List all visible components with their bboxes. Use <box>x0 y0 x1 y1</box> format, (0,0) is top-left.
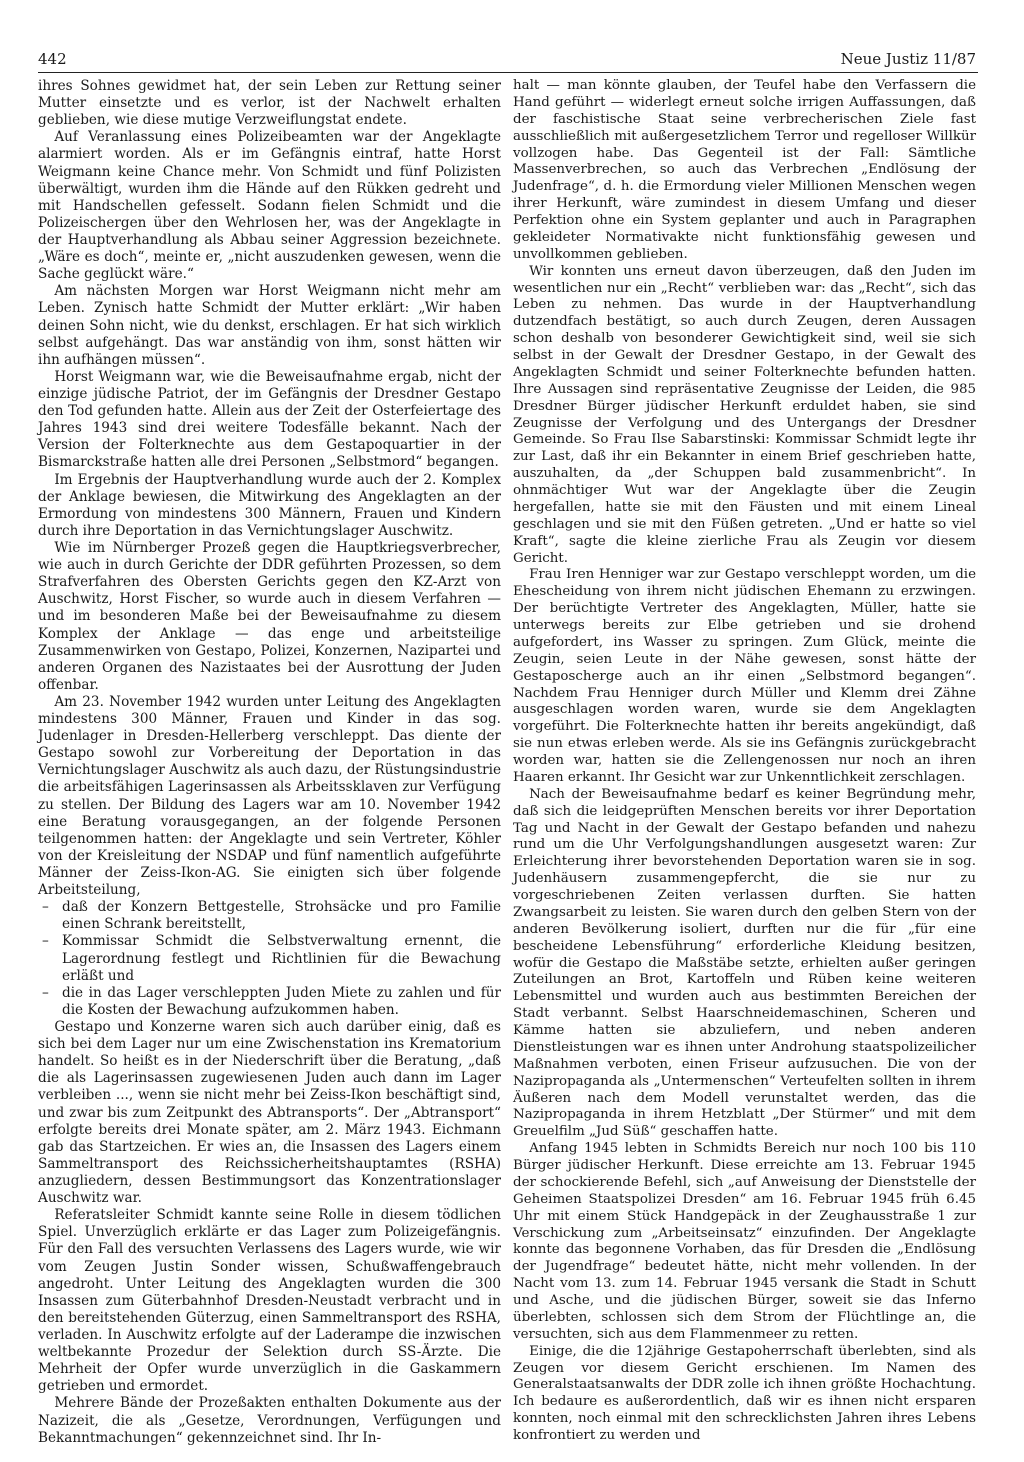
list-item: – Kommissar Schmidt die Selbstverwaltung ernennt, die Lagerordnung festlegt und Richtlinien für die Bewachung erläßt und <box>38 933 501 984</box>
arrangement-list <box>38 899 501 1019</box>
paragraph: Auf Veranlassung eines Polizeibeamten war der Angeklagte alarmiert worden. Als er im Gefängnis eintraf, hatte Horst Weigmann keine Chance mehr. Von Schmidt und fünf Polizisten überwältigt, wurden ihm die Hände auf den Rükken gedreht und mit Handschellen gefesselt. Sodann fielen Schmidt und die Polizeischergen über den Wehrlosen her, was der Angeklagte in der Hauptverhandlung als Abbau seiner Aggression bezeichnete. „Wäre es doch“, meinte er, „nicht auszudenken gewesen, wenn die Sache geglückt wäre.“ <box>38 129 501 283</box>
paragraph: Mehrere Bände der Prozeßakten enthalten Dokumente aus der Nazizeit, die als „Gesetze, Verordnungen, Verfügungen und Bekanntmachungen“ gekennzeichnet sind. Ihr In- <box>38 1395 501 1446</box>
paragraph: Gestapo und Konzerne waren sich auch darüber einig, daß es sich bei dem Lager nur um eine Zwischenstation ins Krematorium handelt. So heißt es in der Niederschrift über die Beratung, „daß die als Lagerinsassen zugewiesenen Juden auch dann im Lager verbleiben ..., wenn sie nicht mehr bei Zeiss-Ikon beschäftigt sind, und zwar bis zum Zeitpunkt des Abtransports“. Der „Abtransport“ erfolgte bereits drei Monate später, am 2. März 1943. Eichmann gab das Startzeichen. Er wies an, die Insassen des Lagers einem Sammeltransport des Reichssicherheitshauptamtes (RSHA) anzugliedern, dessen Bestimmungsort das Konzentrationslager Auschwitz war. <box>38 1019 501 1207</box>
paragraph: Frau Iren Henniger war zur Gestapo verschleppt worden, um die Ehescheidung von ihrem nicht jüdischen Ehemann zu erzwingen. Der berüchtigte Vertreter des Angeklagten, Müller, hatte sie unterwegs bereits zur Elbe getrieben und sie drohend aufgefordert, ins Wasser zu springen. Zum Glück, meinte die Zeugin, seien Leute in der Nähe gewesen, sonst hätte der Gestaposcherge auch an ihr einen „Selbstmord begangen“. Nachdem Frau Henniger durch Müller und Klemm drei Zähne ausgeschlagen worden waren, wurde sie dem Angeklagten vorgeführt. Die Folterknechte hatten ihr bereits angekündigt, daß sie nun etwas erleben werde. Als sie ins Gefängnis zurückgebracht worden war, hatten sie die Zellengenossen nur noch an ihren Haaren erkannt. Ihr Gesicht war zur Unkenntlichkeit zerschlagen. <box>513 567 976 785</box>
list-item: – daß der Konzern Bettgestelle, Strohsäcke und pro Familie einen Schrank bereitstellt, <box>38 899 501 933</box>
right-column <box>513 78 976 1445</box>
paragraph: Referatsleiter Schmidt kannte seine Rolle in diesem tödlichen Spiel. Unverzüglich erklärte er das Lager zum Polizeigefängnis. Für den Fall des versuchten Verlassens des Lagers wurde, wie wir vom Zeugen Justin Sonder wissen, Schußwaffengebrauch angedroht. Unter Leitung des Angeklagten wurden die 300 Insassen zum Güterbahnhof Dresden-Neustadt verbracht und in den bereitstehenden Güterzug, einen Sammeltransport des RSHA, verladen. In Auschwitz erfolgte auf der Laderampe die inzwischen weltbekannte Prozedur der Selektion durch SS-Ärzte. Die Mehrheit der Opfer wurde unverzüglich in die Gaskammern getrieben und ermordet. <box>38 1207 501 1395</box>
paragraph: Einige, die die 12jährige Gestapoherrschaft überlebten, sind als Zeugen vor diesem Gericht erschienen. Im Namen des Generalstaatsanwalts der DDR zolle ich ihnen größte Hochachtung. Ich bedaure es außerordentlich, daß wir es ihnen nicht ersparen konnten, noch einmal mit den schrecklichsten Jahren ihres Lebens konfrontiert zu werden und <box>513 1343 976 1443</box>
header-rule <box>38 72 978 73</box>
list-item: – die in das Lager verschleppten Juden Miete zu zahlen und für die Kosten der Bewachung aufzukommen haben. <box>38 985 501 1019</box>
paragraph: Anfang 1945 lebten in Schmidts Bereich nur noch 100 bis 110 Bürger jüdischer Herkunft. Diese erreichte am 13. Februar 1945 der schockierende Befehl, sich „auf Anweisung der Dienststelle der Geheimen Staatspolizei Dresden“ am 16. Februar 1945 früh 6.45 Uhr mit einem Stück Handgepäck in der Zeughausstraße 1 zur Verschickung zum „Arbeitseinsatz“ einzufinden. Der Angeklagte konnte das begonnene Vorhaben, das für Dresden die „Endlösung der Jugendfrage“ bedeutet hätte, nicht mehr vollenden. In der Nacht vom 13. zum 14. Februar 1945 versank die Stadt in Schutt und Asche, und die jüdischen Bürger, soweit sie das Inferno überlebten, schlossen sich dem Strom der Flüchtlinge an, die versuchten, sich aus dem Flammenmeer zu retten. <box>513 1141 976 1342</box>
left-column <box>38 78 501 1447</box>
paragraph: Am 23. November 1942 wurden unter Leitung des Angeklagten mindestens 300 Männer, Frauen und Kinder in das sog. Judenlager in Dresden-Hellerberg verschleppt. Das diente der Gestapo sowohl zur Vorbereitung der Deportation in das Vernichtungslager Auschwitz als auch dazu, der Rüstungsindustrie die arbeitsfähigen Lagerinsassen als Arbeitssklaven zur Verfügung zu stellen. Der Bildung des Lagers war am 10. November 1942 eine Beratung vorausgegangen, an der folgende Personen teilgenommen hatten: der Angeklagte und sein Vertreter, Köhler von der Kreisleitung der NSDAP und fünf namentlich aufgeführte Männer der Zeiss-Ikon-AG. Sie einigten sich über folgende Arbeitsteilung, <box>38 693 501 899</box>
paragraph: Am nächsten Morgen war Horst Weigmann nicht mehr am Leben. Zynisch hatte Schmidt der Mutter erklärt: „Wir haben deinen Sohn nicht, wie du denkst, erschlagen. Er hat sich wirklich selbst aufgehängt. Das war anständig von ihm, sonst hätten wir ihn aufhängen müssen“. <box>38 283 501 368</box>
paragraph: Im Ergebnis der Hauptverhandlung wurde auch der 2. Komplex der Anklage bewiesen, die Mitwirkung des Angeklagten an der Ermordung von mindestens 300 Männern, Frauen und Kindern durch ihre Deportation in das Vernichtungslager Auschwitz. <box>38 471 501 539</box>
paragraph: halt — man könnte glauben, der Teufel habe den Verfassern die Hand geführt — widerlegt erneut solche irrigen Auffassungen, daß der faschistische Staat seine verbrecherischen Ziele fast ausschließlich mit außergesetzlichem Terror und regelloser Willkür vollzogen habe. Das Gegenteil ist der Fall: Sämtliche Massenverbrechen, so auch das Verbrechen „Endlösung der Judenfrage“, d. h. die Ermordung vieler Millionen Menschen wegen ihrer Herkunft, wäre zumindest in diesem Umfang und dieser Perfektion ohne ein System geplanter und auch in Paragraphen gekleideter Normativakte nicht funktionsfähig gewesen und unvollkommen geblieben. <box>513 78 976 262</box>
paragraph: Wie im Nürnberger Prozeß gegen die Hauptkriegsverbrecher, wie auch in durch Gerichte der DDR geführten Prozessen, so dem Strafverfahren des Obersten Gerichts gegen den KZ-Arzt von Auschwitz, Horst Fischer, so wurde auch in diesem Verfahren — und im besonderen Maße bei der Beweisaufnahme zu diesem Komplex der Anklage — das enge und arbeitsteilige Zusammenwirken von Gestapo, Polizei, Konzernen, Nazipartei und anderen Organen des Nazistaates bei der Ausrottung der Juden offenbar. <box>38 539 501 693</box>
paragraph: ihres Sohnes gewidmet hat, der sein Leben zur Rettung seiner Mutter einsetzte und es verlor, ist der Nachwelt erhalten geblieben, wie diese mutige Verzweiflungstat endete. <box>38 78 501 129</box>
paragraph: Horst Weigmann war, wie die Beweisaufnahme ergab, nicht der einzige jüdische Patriot, der im Gefängnis der Dresdner Gestapo den Tod gefunden hatte. Allein aus der Zeit der Osterfeiertage des Jahres 1943 sind drei weitere Todesfälle bekannt. Nach der Version der Folterknechte aus dem Gestapoquartier in der Bismarckstraße hatten alle drei Personen „Selbstmord“ begangen. <box>38 368 501 471</box>
paragraph: Nach der Beweisaufnahme bedarf es keiner Begründung mehr, daß sich die leidgeprüften Menschen bereits vor ihrer Deportation Tag und Nacht in der Gewalt der Gestapo befanden und nahezu rund um die Uhr Verfolgungshandlungen ausgesetzt waren: Zur Erleichterung ihrer bevorstehenden Deportation waren sie in sog. Judenhäusern zusammengepfercht, die sie nur zu vorgeschriebenen Zeiten verlassen durften. Sie hatten Zwangsarbeit zu leisten. Sie waren durch den gelben Stern von der anderen Bevölkerung isoliert, durften nur die für „für eine bescheidene Lebensführung“ erforderliche Kleidung besitzen, wofür die Gestapo die Maßstäbe setzte, erhielten außer geringen Zuteilungen an Brot, Kartoffeln und Rüben keine weiteren Lebensmittel und wurden auch aus bestimmten Bereichen der Stadt verbannt. Selbst Haarschneidemaschinen, Scheren und Kämme hatten sie abzuliefern, und neben anderen Dienstleistungen war es ihnen unter Androhung staatspolizeilicher Maßnahmen verboten, einen Friseur aufzusuchen. Die von der Nazipropaganda als „Untermenschen“ Verteufelten sollten in ihrem Äußeren nach dem Modell verunstaltet werden, das die Nazipropaganda in ihrem Hetzblatt „Der Stürmer“ und mit dem Greuelfilm „Jud Süß“ geschaffen hatte. <box>513 786 976 1140</box>
paragraph: Wir konnten uns erneut davon überzeugen, daß den Juden im wesentlichen nur ein „Recht“ verblieben war: das „Recht“, sich das Leben zu nehmen. Das wurde in der Hauptverhandlung dutzendfach bestätigt, so auch durch Zeugen, deren Aussagen schon deshalb von besonderer Gewichtigkeit sind, weil sie sich selbst in der Gewalt der Dresdner Gestapo, in der Gewalt des Angeklagten Schmidt und seiner Folterknechte befunden hatten. Ihre Aussagen sind repräsentative Zeugnisse der Leiden, die 985 Dresdner Bürger jüdischer Herkunft erduldet haben, sie sind Zeugnisse der Verfolgung und des Untergangs der Dresdner Gemeinde. So Frau Ilse Sabarstinski: Kommissar Schmidt legte ihr zur Last, daß ihr ein Bekannter in einem Brief geschrieben hatte, auszuhalten, da „der Schuppen bald zusammenbricht“. In ohnmächtiger Wut war der Angeklagte über die Zeugin hergefallen, hatte sie mit den Fäusten und mit einem Lineal geschlagen und sie mit den Füßen getreten. „Und er hatte so viel Kraft“, sagte die kleine zierliche Frau als Zeugin vor diesem Gericht. <box>513 263 976 566</box>
page-number: 442 <box>38 50 67 68</box>
journal-issue: Neue Justiz 11/87 <box>840 50 976 68</box>
